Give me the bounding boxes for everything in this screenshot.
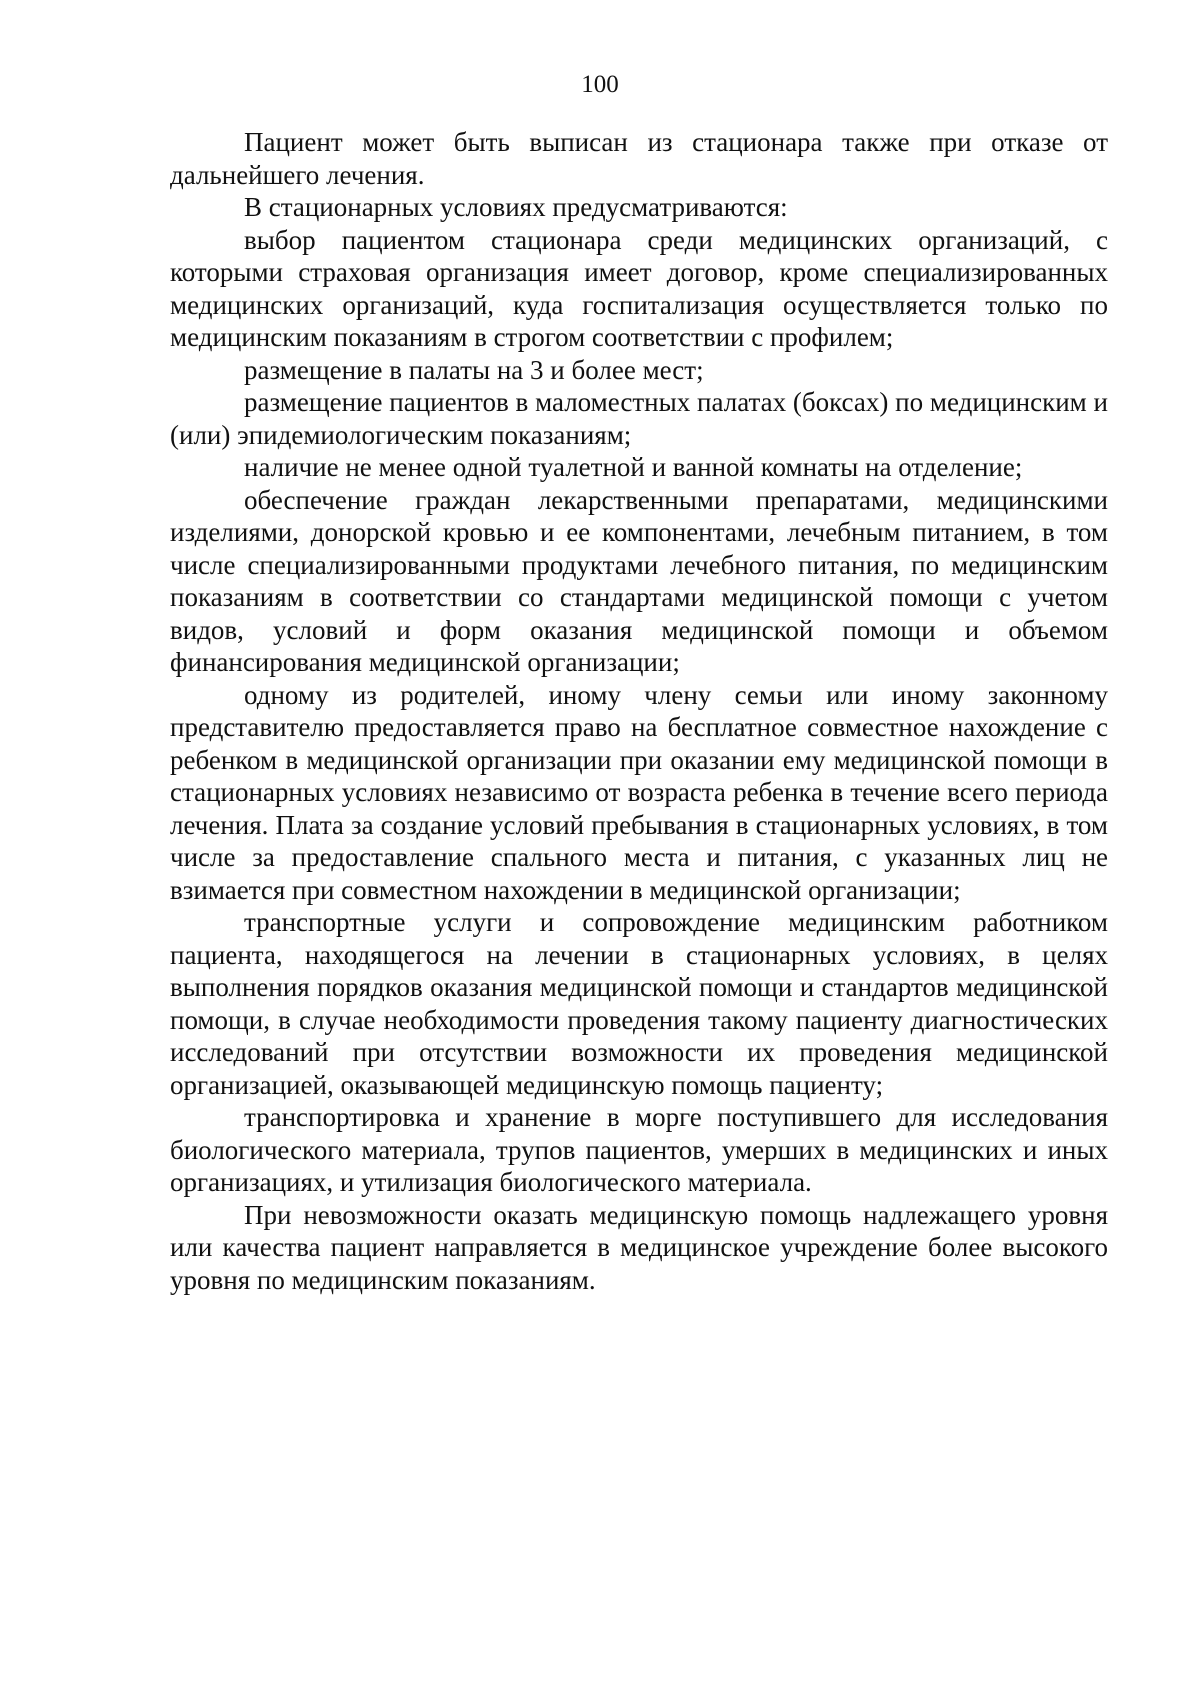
document-body bbox=[170, 126, 1108, 1296]
paragraph-referral: При невозможности оказать медицинскую помощь надлежащего уровня или качества пациент направляется в медицинское учреждение более высокого уровня по медицинским показаниям. bbox=[170, 1199, 1108, 1295]
paragraph-ward-placement: размещение в палаты на 3 и более мест; bbox=[244, 354, 704, 385]
paragraph-hospital-choice: выбор пациентом стационара среди медицинских организаций, с которыми страховая организация имеет договор, кроме специализированных медицинских организаций, куда госпитализация осуществляется только по медицинским показаниям в строгом соответствии с профилем; bbox=[170, 224, 1108, 352]
paragraph-discharge: Пациент может быть выписан из стационара также при отказе от дальнейшего лечения. bbox=[170, 127, 1108, 190]
page-number: 100 bbox=[581, 71, 619, 98]
paragraph-small-wards: размещение пациентов в маломестных палатах (боксах) по медицинским и (или) эпидемиологическим показаниям; bbox=[170, 387, 1108, 450]
paragraph-parent-stay: одному из родителей, иному члену семьи или иному законному представителю предоставляется право на бесплатное совместное нахождение с ребенком в медицинской организации при оказании ему медицинской помощи в стационарных условиях независимо от возраста ребенка в течение всего периода лечения. Плата за создание условий пребывания в стационарных условиях, в том числе за предоставление спального места и питания, с указанных лиц не взимается при совместном нахождении в медицинской организации; bbox=[170, 679, 1108, 905]
paragraph-inpatient-conditions-intro: В стационарных условиях предусматриваются: bbox=[244, 192, 788, 222]
paragraph-morgue: транспортировка и хранение в морге поступившего для исследования биологического материала, трупов пациентов, умерших в медицинских и иных организациях, и утилизация биологического материала. bbox=[170, 1102, 1108, 1197]
paragraph-bathroom: наличие не менее одной туалетной и ванной комнаты на отделение; bbox=[244, 452, 1023, 482]
paragraph-medication-supply: обеспечение граждан лекарственными препаратами, медицинскими изделиями, донорской кровью и ее компонентами, лечебным питанием, в том числе специализированными продуктами лечебного питания, по медицинским показаниям в соответствии со стандартами медицинской помощи с учетом видов, условий и форм оказания медицинской помощи и объемом финансирования медицинской организации; bbox=[170, 484, 1108, 677]
paragraph-transport-services: транспортные услуги и сопровождение медицинским работником пациента, находящегося на лечении в стационарных условиях, в целях выполнения порядков оказания медицинской помощи и стандартов медицинской помощи, в случае необходимости проведения такому пациенту диагностических исследований при отсутствии возможности их проведения медицинской организацией, оказывающей медицинскую помощь пациенту; bbox=[170, 907, 1108, 1100]
